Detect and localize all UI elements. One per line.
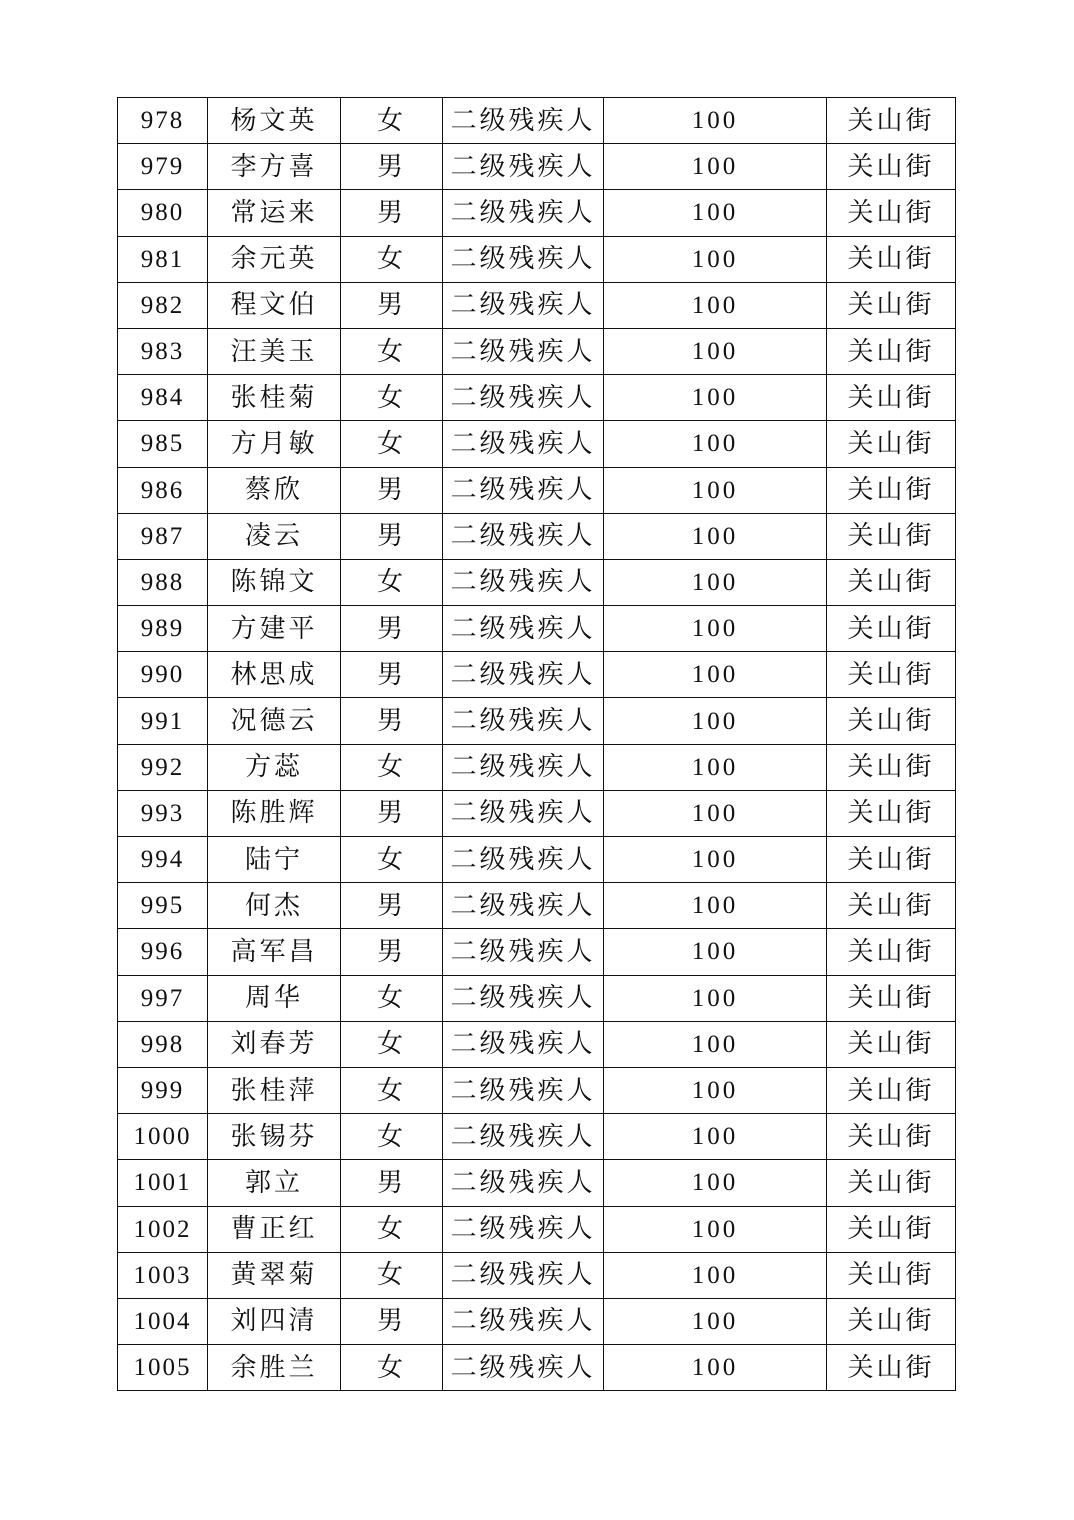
name-cell: 方建平 <box>208 606 341 652</box>
category-cell: 二级残疾人 <box>443 467 604 513</box>
street-cell: 关山街 <box>827 98 956 144</box>
amount-cell: 100 <box>604 144 827 190</box>
category-cell: 二级残疾人 <box>443 236 604 282</box>
gender-cell: 女 <box>341 375 443 421</box>
amount-cell: 100 <box>604 328 827 374</box>
amount-cell: 100 <box>604 837 827 883</box>
table-row <box>118 1252 956 1298</box>
amount-cell: 100 <box>604 606 827 652</box>
row-number-cell: 994 <box>118 837 208 883</box>
gender-cell: 男 <box>341 698 443 744</box>
name-cell: 汪美玉 <box>208 328 341 374</box>
table-row <box>118 790 956 836</box>
name-cell: 何杰 <box>208 883 341 929</box>
amount-cell: 100 <box>604 375 827 421</box>
row-number-cell: 1003 <box>118 1252 208 1298</box>
table-row <box>118 421 956 467</box>
gender-cell: 女 <box>341 559 443 605</box>
table-row <box>118 559 956 605</box>
street-cell: 关山街 <box>827 144 956 190</box>
amount-cell: 100 <box>604 698 827 744</box>
name-cell: 郭立 <box>208 1160 341 1206</box>
gender-cell: 女 <box>341 1021 443 1067</box>
street-cell: 关山街 <box>827 1160 956 1206</box>
amount-cell: 100 <box>604 1206 827 1252</box>
table-row <box>118 744 956 790</box>
street-cell: 关山街 <box>827 1114 956 1160</box>
gender-cell: 男 <box>341 144 443 190</box>
amount-cell: 100 <box>604 559 827 605</box>
name-cell: 余胜兰 <box>208 1345 341 1391</box>
category-cell: 二级残疾人 <box>443 1114 604 1160</box>
row-number-cell: 989 <box>118 606 208 652</box>
row-number-cell: 978 <box>118 98 208 144</box>
table-row <box>118 1206 956 1252</box>
gender-cell: 男 <box>341 467 443 513</box>
name-cell: 况德云 <box>208 698 341 744</box>
amount-cell: 100 <box>604 744 827 790</box>
row-number-cell: 992 <box>118 744 208 790</box>
category-cell: 二级残疾人 <box>443 606 604 652</box>
row-number-cell: 987 <box>118 513 208 559</box>
amount-cell: 100 <box>604 1021 827 1067</box>
street-cell: 关山街 <box>827 1206 956 1252</box>
name-cell: 常运来 <box>208 190 341 236</box>
street-cell: 关山街 <box>827 929 956 975</box>
table-row <box>118 144 956 190</box>
table-row <box>118 1298 956 1344</box>
street-cell: 关山街 <box>827 328 956 374</box>
gender-cell: 男 <box>341 883 443 929</box>
street-cell: 关山街 <box>827 883 956 929</box>
street-cell: 关山街 <box>827 1067 956 1113</box>
street-cell: 关山街 <box>827 790 956 836</box>
amount-cell: 100 <box>604 1345 827 1391</box>
name-cell: 刘四清 <box>208 1298 341 1344</box>
row-number-cell: 995 <box>118 883 208 929</box>
street-cell: 关山街 <box>827 698 956 744</box>
gender-cell: 男 <box>341 790 443 836</box>
table-row <box>118 883 956 929</box>
gender-cell: 女 <box>341 98 443 144</box>
table-row <box>118 652 956 698</box>
gender-cell: 男 <box>341 1160 443 1206</box>
table-row <box>118 698 956 744</box>
row-number-cell: 991 <box>118 698 208 744</box>
amount-cell: 100 <box>604 1160 827 1206</box>
category-cell: 二级残疾人 <box>443 1067 604 1113</box>
amount-cell: 100 <box>604 929 827 975</box>
street-cell: 关山街 <box>827 236 956 282</box>
row-number-cell: 979 <box>118 144 208 190</box>
category-cell: 二级残疾人 <box>443 1298 604 1344</box>
row-number-cell: 1004 <box>118 1298 208 1344</box>
category-cell: 二级残疾人 <box>443 1252 604 1298</box>
row-number-cell: 983 <box>118 328 208 374</box>
street-cell: 关山街 <box>827 837 956 883</box>
category-cell: 二级残疾人 <box>443 883 604 929</box>
table-row <box>118 282 956 328</box>
table-row <box>118 606 956 652</box>
table-row <box>118 837 956 883</box>
name-cell: 方月敏 <box>208 421 341 467</box>
name-cell: 黄翠菊 <box>208 1252 341 1298</box>
street-cell: 关山街 <box>827 190 956 236</box>
name-cell: 程文伯 <box>208 282 341 328</box>
name-cell: 高军昌 <box>208 929 341 975</box>
category-cell: 二级残疾人 <box>443 559 604 605</box>
street-cell: 关山街 <box>827 513 956 559</box>
amount-cell: 100 <box>604 1067 827 1113</box>
name-cell: 曹正红 <box>208 1206 341 1252</box>
gender-cell: 女 <box>341 1067 443 1113</box>
row-number-cell: 981 <box>118 236 208 282</box>
gender-cell: 男 <box>341 190 443 236</box>
category-cell: 二级残疾人 <box>443 513 604 559</box>
name-cell: 李方喜 <box>208 144 341 190</box>
table-row <box>118 467 956 513</box>
row-number-cell: 1000 <box>118 1114 208 1160</box>
row-number-cell: 990 <box>118 652 208 698</box>
street-cell: 关山街 <box>827 1252 956 1298</box>
row-number-cell: 1005 <box>118 1345 208 1391</box>
row-number-cell: 988 <box>118 559 208 605</box>
table-row <box>118 236 956 282</box>
name-cell: 陆宁 <box>208 837 341 883</box>
street-cell: 关山街 <box>827 559 956 605</box>
row-number-cell: 1002 <box>118 1206 208 1252</box>
row-number-cell: 996 <box>118 929 208 975</box>
name-cell: 张锡芬 <box>208 1114 341 1160</box>
amount-cell: 100 <box>604 1298 827 1344</box>
amount-cell: 100 <box>604 421 827 467</box>
row-number-cell: 986 <box>118 467 208 513</box>
gender-cell: 女 <box>341 837 443 883</box>
street-cell: 关山街 <box>827 744 956 790</box>
amount-cell: 100 <box>604 282 827 328</box>
category-cell: 二级残疾人 <box>443 744 604 790</box>
gender-cell: 女 <box>341 328 443 374</box>
name-cell: 张桂菊 <box>208 375 341 421</box>
table-row <box>118 513 956 559</box>
gender-cell: 男 <box>341 652 443 698</box>
category-cell: 二级残疾人 <box>443 375 604 421</box>
category-cell: 二级残疾人 <box>443 975 604 1021</box>
gender-cell: 女 <box>341 1252 443 1298</box>
name-cell: 余元英 <box>208 236 341 282</box>
row-number-cell: 982 <box>118 282 208 328</box>
name-cell: 张桂萍 <box>208 1067 341 1113</box>
amount-cell: 100 <box>604 1114 827 1160</box>
table-row <box>118 1114 956 1160</box>
category-cell: 二级残疾人 <box>443 328 604 374</box>
category-cell: 二级残疾人 <box>443 1160 604 1206</box>
table-row <box>118 1067 956 1113</box>
gender-cell: 女 <box>341 421 443 467</box>
row-number-cell: 997 <box>118 975 208 1021</box>
amount-cell: 100 <box>604 652 827 698</box>
gender-cell: 男 <box>341 1298 443 1344</box>
category-cell: 二级残疾人 <box>443 698 604 744</box>
amount-cell: 100 <box>604 98 827 144</box>
table-row <box>118 975 956 1021</box>
street-cell: 关山街 <box>827 467 956 513</box>
name-cell: 林思成 <box>208 652 341 698</box>
gender-cell: 女 <box>341 744 443 790</box>
name-cell: 陈胜辉 <box>208 790 341 836</box>
category-cell: 二级残疾人 <box>443 1206 604 1252</box>
category-cell: 二级残疾人 <box>443 98 604 144</box>
gender-cell: 男 <box>341 929 443 975</box>
row-number-cell: 993 <box>118 790 208 836</box>
gender-cell: 男 <box>341 282 443 328</box>
amount-cell: 100 <box>604 883 827 929</box>
gender-cell: 男 <box>341 513 443 559</box>
category-cell: 二级残疾人 <box>443 929 604 975</box>
amount-cell: 100 <box>604 975 827 1021</box>
amount-cell: 100 <box>604 513 827 559</box>
roster-table <box>117 97 956 1391</box>
table-row <box>118 1160 956 1206</box>
row-number-cell: 980 <box>118 190 208 236</box>
gender-cell: 女 <box>341 1345 443 1391</box>
table-row <box>118 1345 956 1391</box>
row-number-cell: 1001 <box>118 1160 208 1206</box>
street-cell: 关山街 <box>827 375 956 421</box>
table-row <box>118 1021 956 1067</box>
table-row <box>118 929 956 975</box>
amount-cell: 100 <box>604 190 827 236</box>
table-row <box>118 375 956 421</box>
name-cell: 刘春芳 <box>208 1021 341 1067</box>
street-cell: 关山街 <box>827 1345 956 1391</box>
row-number-cell: 984 <box>118 375 208 421</box>
street-cell: 关山街 <box>827 652 956 698</box>
table-row <box>118 98 956 144</box>
street-cell: 关山街 <box>827 1021 956 1067</box>
street-cell: 关山街 <box>827 421 956 467</box>
name-cell: 杨文英 <box>208 98 341 144</box>
amount-cell: 100 <box>604 467 827 513</box>
street-cell: 关山街 <box>827 606 956 652</box>
roster-table-body <box>118 98 956 1391</box>
amount-cell: 100 <box>604 236 827 282</box>
name-cell: 陈锦文 <box>208 559 341 605</box>
category-cell: 二级残疾人 <box>443 837 604 883</box>
name-cell: 凌云 <box>208 513 341 559</box>
category-cell: 二级残疾人 <box>443 190 604 236</box>
name-cell: 方蕊 <box>208 744 341 790</box>
name-cell: 蔡欣 <box>208 467 341 513</box>
gender-cell: 女 <box>341 1206 443 1252</box>
table-row <box>118 190 956 236</box>
amount-cell: 100 <box>604 1252 827 1298</box>
street-cell: 关山街 <box>827 1298 956 1344</box>
row-number-cell: 985 <box>118 421 208 467</box>
table-row <box>118 328 956 374</box>
amount-cell: 100 <box>604 790 827 836</box>
gender-cell: 女 <box>341 975 443 1021</box>
category-cell: 二级残疾人 <box>443 1345 604 1391</box>
category-cell: 二级残疾人 <box>443 790 604 836</box>
row-number-cell: 999 <box>118 1067 208 1113</box>
street-cell: 关山街 <box>827 282 956 328</box>
category-cell: 二级残疾人 <box>443 144 604 190</box>
name-cell: 周华 <box>208 975 341 1021</box>
gender-cell: 男 <box>341 606 443 652</box>
category-cell: 二级残疾人 <box>443 652 604 698</box>
category-cell: 二级残疾人 <box>443 282 604 328</box>
row-number-cell: 998 <box>118 1021 208 1067</box>
gender-cell: 女 <box>341 236 443 282</box>
category-cell: 二级残疾人 <box>443 421 604 467</box>
category-cell: 二级残疾人 <box>443 1021 604 1067</box>
street-cell: 关山街 <box>827 975 956 1021</box>
gender-cell: 女 <box>341 1114 443 1160</box>
